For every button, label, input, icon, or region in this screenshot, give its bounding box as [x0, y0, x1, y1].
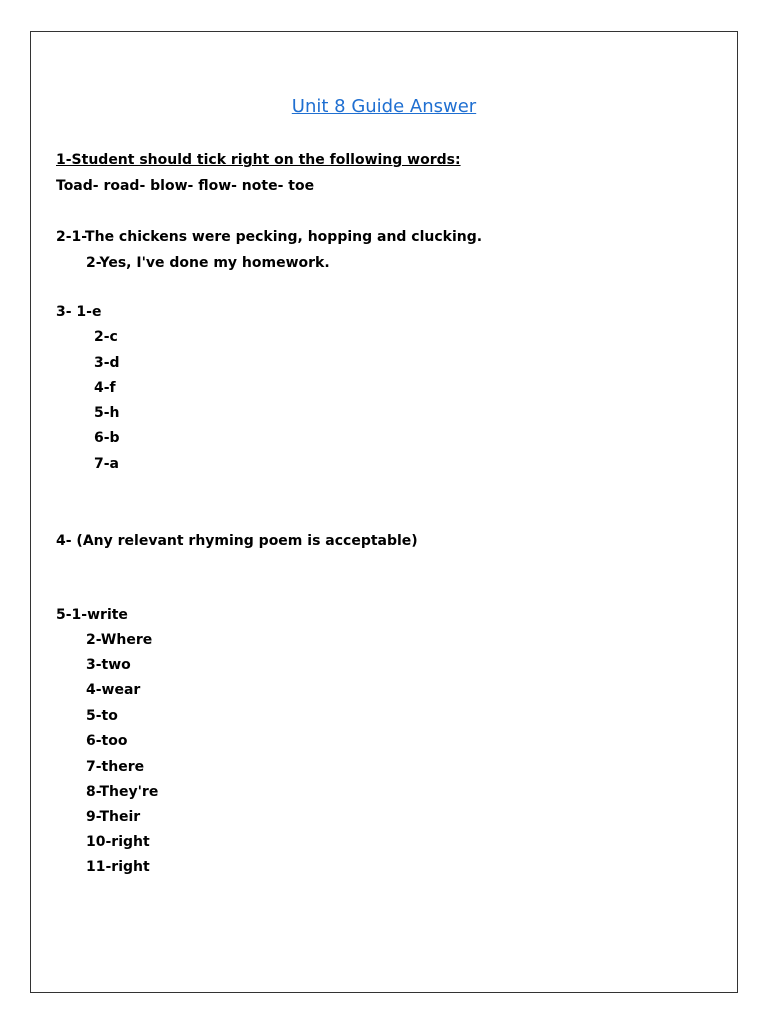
q5-item: 9-Their	[86, 809, 141, 825]
q5-item: 11-right	[86, 859, 150, 875]
q4-text: 4- (Any relevant rhyming poem is acceptable)	[56, 533, 418, 549]
q1-answer: Toad- road- blow- flow- note- toe	[56, 178, 315, 194]
q3-item: 5-h	[94, 405, 120, 421]
q5-item: 2-Where	[86, 632, 153, 648]
q5-item: 5-to	[86, 708, 118, 724]
page-title: Unit 8 Guide Answer	[291, 96, 477, 117]
q3-item: 6-b	[94, 430, 120, 446]
q5-item: 6-too	[86, 733, 128, 749]
q3-item: 2-c	[94, 329, 118, 345]
q3-item: 3- 1-e	[56, 304, 102, 320]
q5-item: 10-right	[86, 834, 150, 850]
q2-line-2: 2-Yes, I've done my homework.	[86, 255, 330, 271]
q3-item: 4-f	[94, 380, 116, 396]
q5-item: 4-wear	[86, 682, 141, 698]
q5-item: 7-there	[86, 759, 145, 775]
q2-line-1: 2-1-The chickens were pecking, hopping and clucking.	[56, 229, 483, 245]
q1-heading: 1-Student should tick right on the following words:	[56, 152, 461, 168]
q5-item: 5-1-write	[56, 607, 128, 623]
q3-item: 3-d	[94, 355, 120, 371]
q3-item: 7-a	[94, 456, 119, 472]
q5-item: 8-They're	[86, 784, 159, 800]
q5-item: 3-two	[86, 657, 131, 673]
